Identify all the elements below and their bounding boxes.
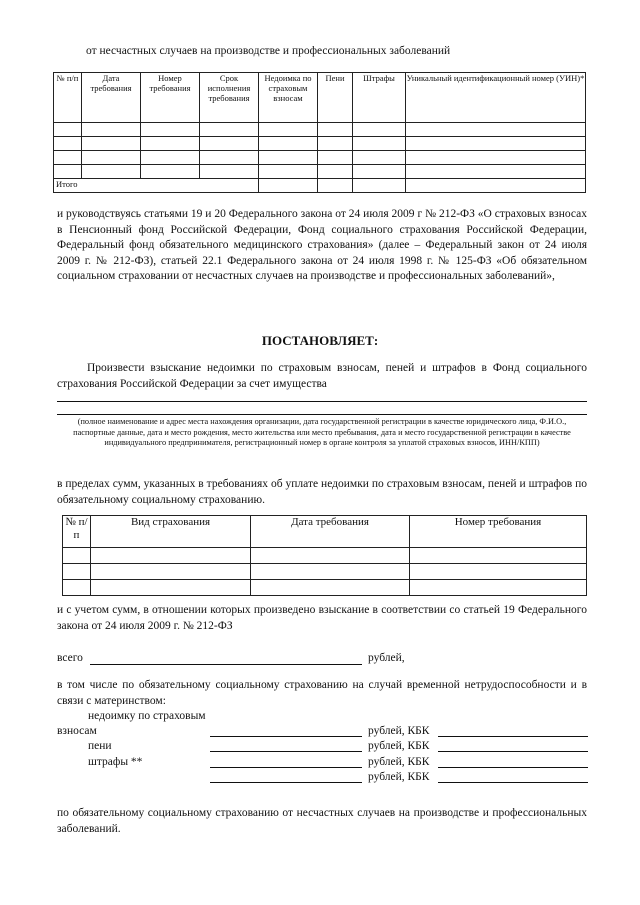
- entity-line-2: [57, 414, 587, 415]
- table2-header-req-number: Номер требования: [410, 516, 587, 548]
- table1-header-date: Дата требования: [82, 73, 141, 123]
- extra-unit: рублей, КБК: [368, 771, 430, 783]
- table2-header-date: Дата требования: [251, 516, 410, 548]
- temporary-disability-paragraph: в том числе по обязательному социальному страхованию на случай временной нетрудоспособности и в связи с материнством:: [57, 679, 587, 707]
- table1-header-number: № п/п: [54, 73, 82, 123]
- arrears-amount-field[interactable]: [210, 736, 362, 737]
- table1-header-deadline: Срок исполнения требования: [200, 73, 259, 123]
- legal-basis-paragraph: и руководствуясь статьями 19 и 20 Федерального закона от 24 июля 2009 г № 212-ФЗ «О страховых взносах в Пенсионный фонд Российской Федерации, Фонд социального страхования Российской Федерации, Федеральный фонд обязательного медицинского страхования» (далее – Федеральный закон от 24 июля 2009 г. № 212-ФЗ), статьей 22.1 Федерального закона от 24 июля 1998 г. № 125-ФЗ «Об обязательном социальном страховании от несчастных случаев на производстве и профессиональных заболеваний»,: [57, 208, 587, 282]
- requirements-table: [53, 72, 586, 193]
- entity-hint: (полное наименование и адрес места нахождения организации, дата государственной регистрации в качестве юридического лица, Ф.И.О., паспортные данные, дата и место рождения, место жительства или место пребывания, дата и место государственной регистрации в качестве индивидуального предпринимателя, регистрационный номер в органе контроля за уплатой страховых взносов, ИНН/КПП): [73, 417, 571, 447]
- table2-header-type: Вид страхования: [91, 516, 251, 548]
- total-label: всего: [57, 652, 83, 664]
- arrears-label-2: взносам: [57, 725, 97, 737]
- entity-line-1: [57, 401, 587, 402]
- total-unit: рублей,: [368, 652, 405, 664]
- accident-insurance-paragraph: по обязательному социальному страхованию от несчастных случаев на производстве и профессиональных заболеваний.: [57, 807, 587, 835]
- collection-paragraph: Произвести взыскание недоимки по страховым взносам, пеней и штрафов в Фонд социального страхования Российской Федерации за счет имущества: [57, 362, 587, 390]
- arrears-kbk-field[interactable]: [438, 736, 588, 737]
- extra-amount-field[interactable]: [210, 782, 362, 783]
- penalties-label: пени: [88, 740, 112, 752]
- table1-header-penalties: Пени: [318, 73, 353, 123]
- penalties-amount-field[interactable]: [210, 751, 362, 752]
- limits-paragraph: в пределах сумм, указанных в требованиях об уплате недоимки по страховым взносам, пеней и штрафов по обязательному социальному страхованию.: [57, 478, 587, 506]
- table1-header-req-number: Номер требования: [141, 73, 200, 123]
- table-row: [63, 548, 587, 564]
- fines-kbk-field[interactable]: [438, 767, 588, 768]
- table-row: [54, 165, 586, 179]
- table1-header-arrears: Недоимка по страховым взносам: [259, 73, 318, 123]
- table1-total-label: Итого: [54, 179, 259, 193]
- table-row: [54, 123, 586, 137]
- arrears-label-1: недоимку по страховым: [88, 710, 206, 722]
- table1-header-fines: Штрафы: [353, 73, 406, 123]
- fines-label: штрафы **: [88, 756, 143, 768]
- table-row: [63, 580, 587, 596]
- extra-kbk-field[interactable]: [438, 782, 588, 783]
- total-amount-field[interactable]: [90, 664, 362, 665]
- penalties-unit: рублей, КБК: [368, 740, 430, 752]
- considering-paragraph: и с учетом сумм, в отношении которых произведено взыскание в соответствии со статьей 19 Федерального закона от 24 июля 2009 г. № 212-ФЗ: [57, 604, 587, 632]
- table2-header-number: № п/п: [63, 516, 91, 548]
- penalties-kbk-field[interactable]: [438, 751, 588, 752]
- header-line: от несчастных случаев на производстве и профессиональных заболеваний: [86, 45, 451, 57]
- arrears-unit: рублей, КБК: [368, 725, 430, 737]
- insurance-table: [62, 515, 587, 596]
- fines-amount-field[interactable]: [210, 767, 362, 768]
- table-row: [54, 137, 586, 151]
- table-row: [63, 564, 587, 580]
- table-row: [54, 151, 586, 165]
- resolution-heading: ПОСТАНОВЛЯЕТ:: [261, 333, 379, 348]
- fines-unit: рублей, КБК: [368, 756, 430, 768]
- table1-header-uin: Уникальный идентификационный номер (УИН)*: [406, 73, 586, 123]
